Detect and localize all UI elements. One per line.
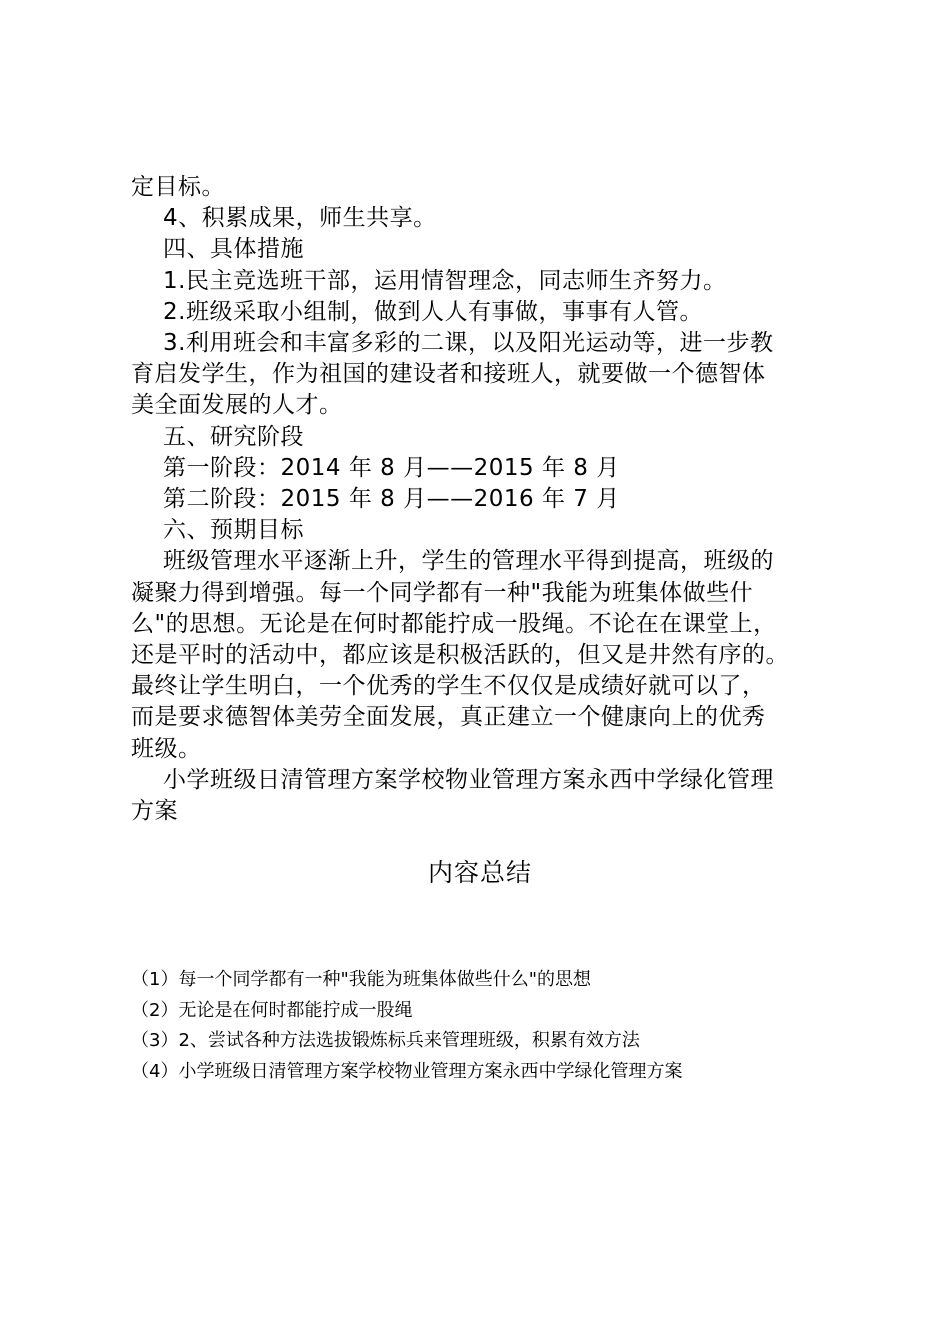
text-line: 第一阶段：2014 年 8 月——2015 年 8 月 — [163, 454, 620, 481]
summary-item: （1）每一个同学都有一种"我能为班集体做些什么"的思想 — [131, 969, 592, 990]
text-line: 还是平时的活动中，都应该是积极活跃的，但又是井然有序的。 — [131, 642, 789, 669]
text-line: 最终让学生明白，一个优秀的学生不仅仅是成绩好就可以了， — [131, 673, 766, 700]
summary-item: （3）2、尝试各种方法选拔锻炼标兵来管理班级，积累有效方法 — [131, 1030, 640, 1051]
text-line: 小学班级日清管理方案学校物业管理方案永西中学绿化管理 — [163, 766, 774, 793]
text-line: 而是要求德智体美劳全面发展，真正建立一个健康向上的优秀 — [131, 704, 766, 731]
text-line: 2.班级采取小组制，做到人人有事做，事事有人管。 — [163, 298, 703, 325]
text-line: 4、积累成果，师生共享。 — [163, 205, 437, 232]
text-line: 么"的思想。无论是在何时都能拧成一股绳。不论在在课堂上， — [131, 610, 777, 637]
text-line: 3.利用班会和丰富多彩的二课，以及阳光运动等，进一步教 — [163, 330, 774, 357]
text-line: 班级管理水平逐渐上升，学生的管理水平得到提高，班级的 — [163, 548, 774, 575]
text-line: 1.民主竞选班干部，运用情智理念，同志师生齐努力。 — [163, 267, 727, 294]
summary-item: （2）无论是在何时都能拧成一股绳 — [131, 999, 413, 1021]
section-heading: 六、预期目标 — [163, 517, 304, 544]
text-line: 定目标。 — [131, 174, 225, 200]
summary-title: 内容总结 — [427, 858, 532, 887]
section-heading: 五、研究阶段 — [163, 423, 304, 450]
text-line: 班级。 — [131, 735, 202, 762]
summary-list — [131, 965, 831, 1087]
document-body — [131, 172, 836, 827]
text-line: 方案 — [131, 798, 178, 825]
text-line: 凝聚力得到增强。每一个同学都有一种"我能为班集体做些什 — [131, 579, 754, 606]
summary-item: （4）小学班级日清管理方案学校物业管理方案永西中学绿化管理方案 — [131, 1060, 683, 1082]
text-line: 美全面发展的人才。 — [131, 392, 343, 419]
text-line: 第二阶段：2015 年 8 月——2016 年 7 月 — [163, 486, 620, 513]
text-line: 育启发学生，作为祖国的建设者和接班人，就要做一个德智体 — [131, 361, 766, 388]
section-heading: 四、具体措施 — [163, 236, 304, 263]
